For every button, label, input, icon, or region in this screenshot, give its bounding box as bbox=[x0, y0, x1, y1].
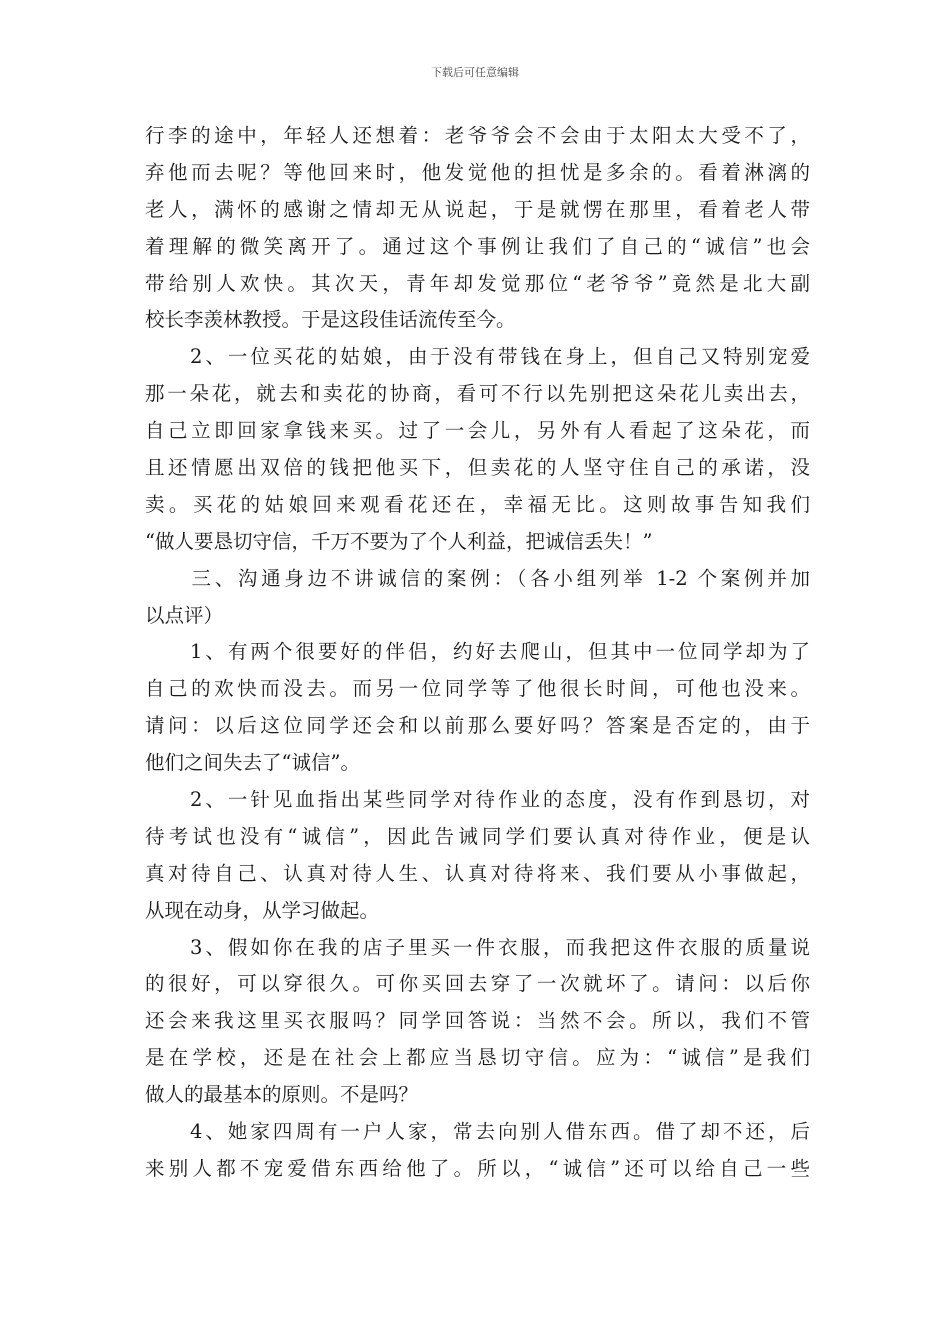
text-line: 自己立即回家拿钱来买。过了一会儿，另外有人看起了这朵花，而 bbox=[145, 419, 810, 443]
text-line: 行李的途中，年轻人还想着：老爷爷会不会由于太阳太大受不了， bbox=[145, 124, 810, 147]
text-line: 校长李羡林教授。于是这段佳话流传至今。 bbox=[145, 308, 516, 332]
text-line: 他们之间失去了“诚信”。 bbox=[145, 751, 360, 775]
document-body bbox=[145, 118, 810, 1188]
text-line: 3、假如你在我的店子里买一件衣服，而我把这件衣服的质量说 bbox=[145, 935, 810, 959]
text-line: 还会来我这里买衣服吗？同学回答说：当然不会。所以，我们不管 bbox=[145, 1009, 810, 1033]
text-line: 弃他而去呢？等他回来时，他发觉他的担忧是多余的。看着淋漓的 bbox=[145, 160, 810, 184]
text-line: 4、她家四周有一户人家，常去向别人借东西。借了却不还，后 bbox=[145, 1120, 810, 1144]
text-line: 1、有两个很要好的伴侣，约好去爬山，但其中一位同学却为了 bbox=[145, 640, 810, 664]
text-line: 的很好，可以穿很久。可你买回去穿了一次就坏了。请问：以后你 bbox=[145, 972, 810, 996]
text-line: 真对待自己、认真对待人生、认真对待将来、我们要从小事做起， bbox=[145, 861, 810, 885]
page-header-note: 下载后可任意编辑 bbox=[431, 66, 519, 79]
text-line: 老人，满怀的感谢之情却无从说起，于是就愣在那里，看着老人带 bbox=[145, 197, 810, 221]
text-line: 自己的欢快而没去。而另一位同学等了他很长时间，可他也没来。 bbox=[145, 677, 810, 701]
text-line: 着理解的微笑离开了。通过这个事例让我们了自己的“诚信”也会 bbox=[145, 234, 810, 258]
text-line: 那一朵花，就去和卖花的协商，看可不行以先别把这朵花儿卖出去， bbox=[145, 382, 810, 406]
text-line: 卖。买花的姑娘回来观看花还在，幸福无比。这则故事告知我们 bbox=[145, 492, 810, 516]
text-line: 以点评） bbox=[145, 603, 224, 627]
text-line: 三、沟通身边不讲诚信的案例：（各小组列举 1-2 个案例并加 bbox=[145, 566, 810, 590]
text-line: 且还情愿出双倍的钱把他买下，但卖花的人坚守住自己的承诺，没 bbox=[145, 456, 810, 480]
text-line: 带给别人欢快。其次天，青年却发觉那位“老爷爷”竟然是北大副 bbox=[145, 271, 810, 295]
text-line: 请问：以后这位同学还会和以前那么要好吗？答案是否定的，由于 bbox=[145, 714, 810, 738]
text-line: 2、一针见血指出某些同学对待作业的态度，没有作到恳切，对 bbox=[145, 788, 810, 812]
text-line: 从现在动身，从学习做起。 bbox=[145, 898, 380, 922]
text-line: “做人要恳切守信，千万不要为了个人利益，把诚信丢失！” bbox=[145, 529, 653, 553]
text-line: 做人的最基本的原则。不是吗？ bbox=[145, 1083, 419, 1107]
text-line: 是在学校，还是在社会上都应当恳切守信。应为：“诚信”是我们 bbox=[145, 1046, 810, 1070]
text-line: 2、一位买花的姑娘，由于没有带钱在身上，但自己又特别宠爱 bbox=[145, 345, 810, 369]
text-line: 来别人都不宠爱借东西给他了。所以，“诚信”还可以给自己一些 bbox=[145, 1156, 810, 1180]
text-line: 待考试也没有“诚信”，因此告诫同学们要认真对待作业，便是认 bbox=[145, 824, 810, 848]
